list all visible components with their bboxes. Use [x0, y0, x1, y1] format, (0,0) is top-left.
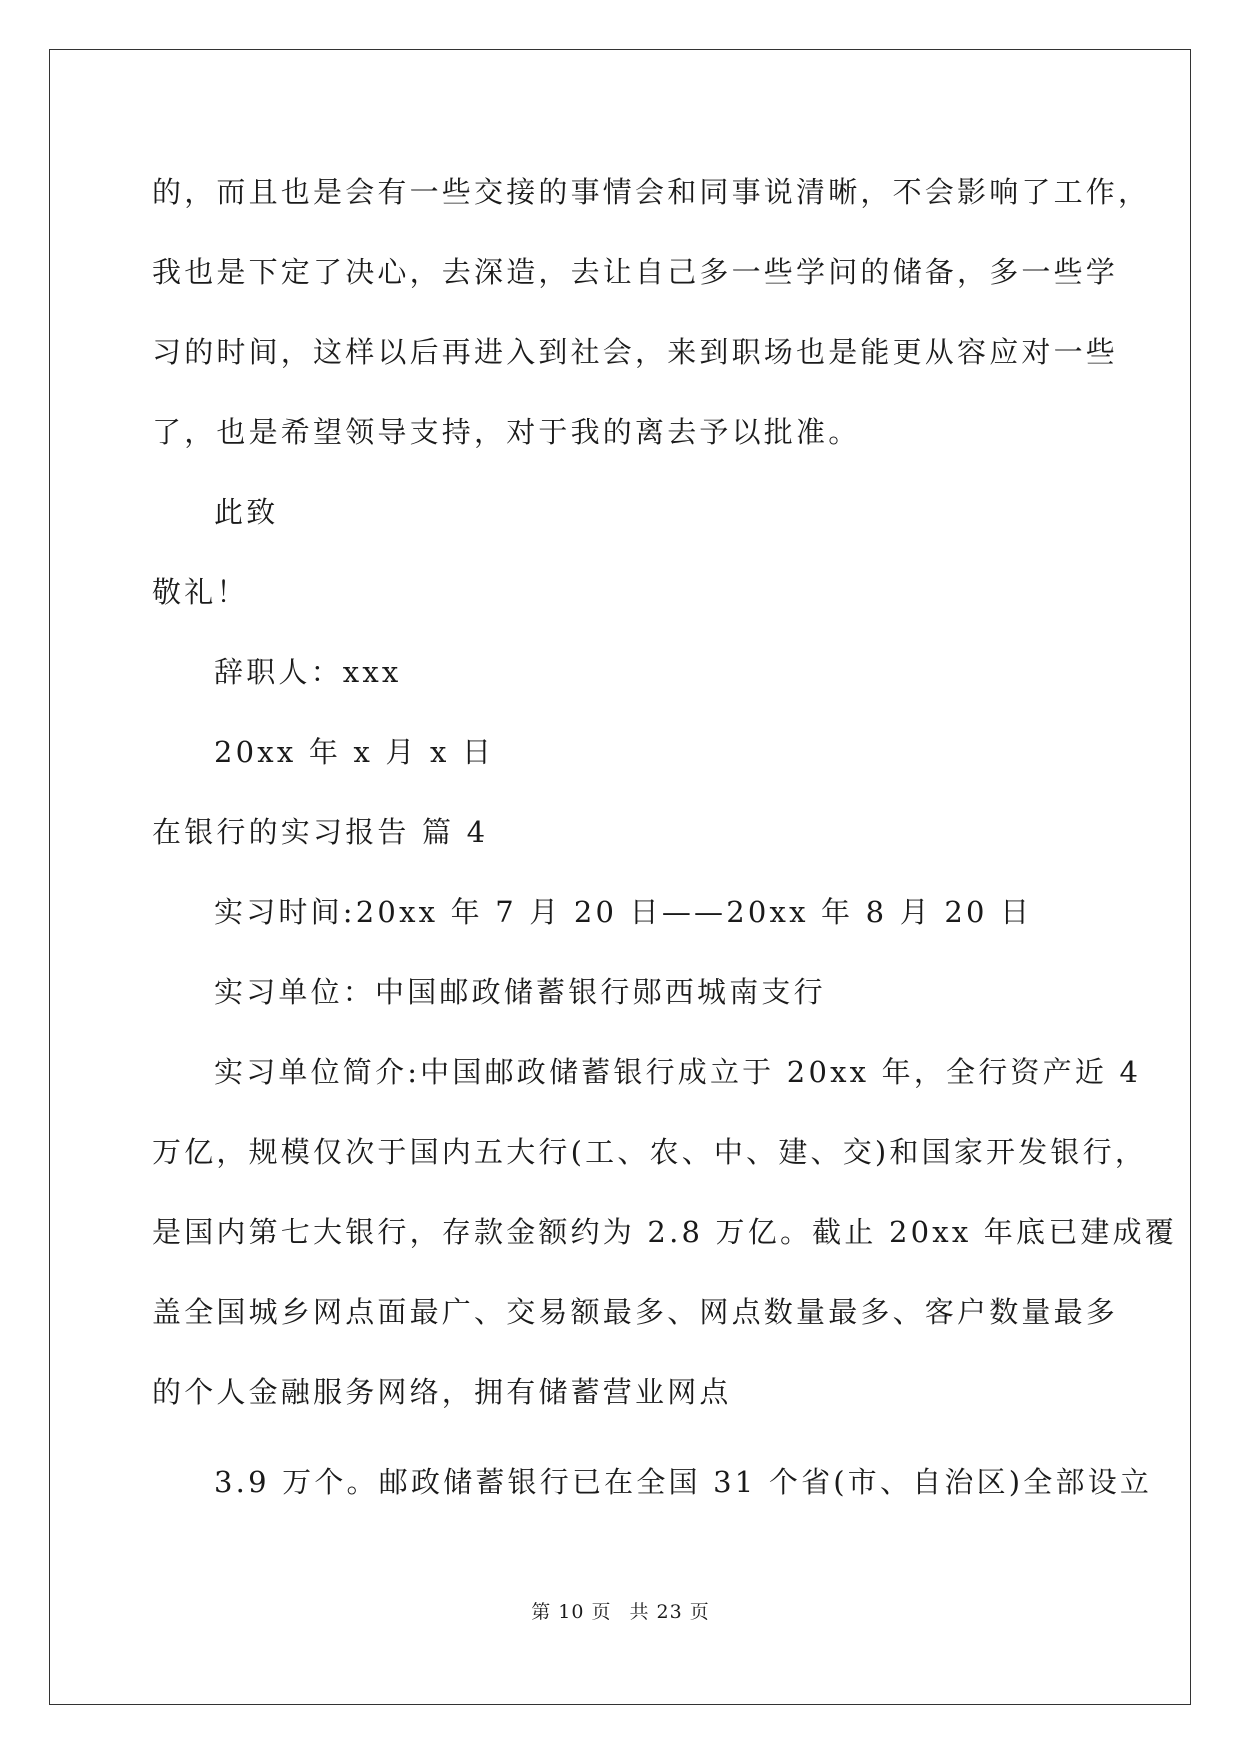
paragraph-line: 了，也是希望领导支持，对于我的离去予以批准。	[152, 415, 861, 449]
paragraph-line: 是国内第七大银行，存款金额约为 2.8 万亿。截止 20xx 年底已建成覆	[152, 1215, 1178, 1249]
paragraph-line: 我也是下定了决心，去深造，去让自己多一些学问的储备，多一些学	[152, 255, 1119, 289]
paragraph-line: 习的时间，这样以后再进入到社会，来到职场也是能更从容应对一些	[152, 335, 1119, 369]
paragraph-line: 万亿，规模仅次于国内五大行(工、农、中、建、交)和国家开发银行，	[152, 1135, 1148, 1169]
unit-intro-line: 实习单位简介:中国邮政储蓄银行成立于 20xx 年，全行资产近 4	[214, 1055, 1142, 1089]
closing-respect: 敬礼！	[152, 575, 249, 609]
section-heading: 在银行的实习报告 篇 4	[152, 815, 489, 849]
page-total: 共 23 页	[629, 1601, 710, 1623]
paragraph-line: 的，而且也是会有一些交接的事情会和同事说清晰，不会影响了工作，	[152, 175, 1151, 209]
internship-unit: 实习单位：中国邮政储蓄银行郧西城南支行	[214, 975, 826, 1009]
page-footer	[0, 1597, 1241, 1624]
internship-period: 实习时间:20xx 年 7 月 20 日——20xx 年 8 月 20 日	[214, 895, 1033, 929]
paragraph-line: 盖全国城乡网点面最广、交易额最多、网点数量最多、客户数量最多	[152, 1295, 1119, 1329]
page-border	[49, 49, 1191, 1705]
closing-salutation: 此致	[214, 495, 279, 529]
page-number: 第 10 页	[531, 1601, 612, 1623]
paragraph-line: 的个人金融服务网络，拥有储蓄营业网点	[152, 1375, 732, 1409]
signature-line: 辞职人：xxx	[214, 655, 402, 689]
date-line: 20xx 年 x 月 x 日	[214, 735, 495, 769]
paragraph-line: 3.9 万个。邮政储蓄银行已在全国 31 个省(市、自治区)全部设立	[214, 1465, 1153, 1499]
